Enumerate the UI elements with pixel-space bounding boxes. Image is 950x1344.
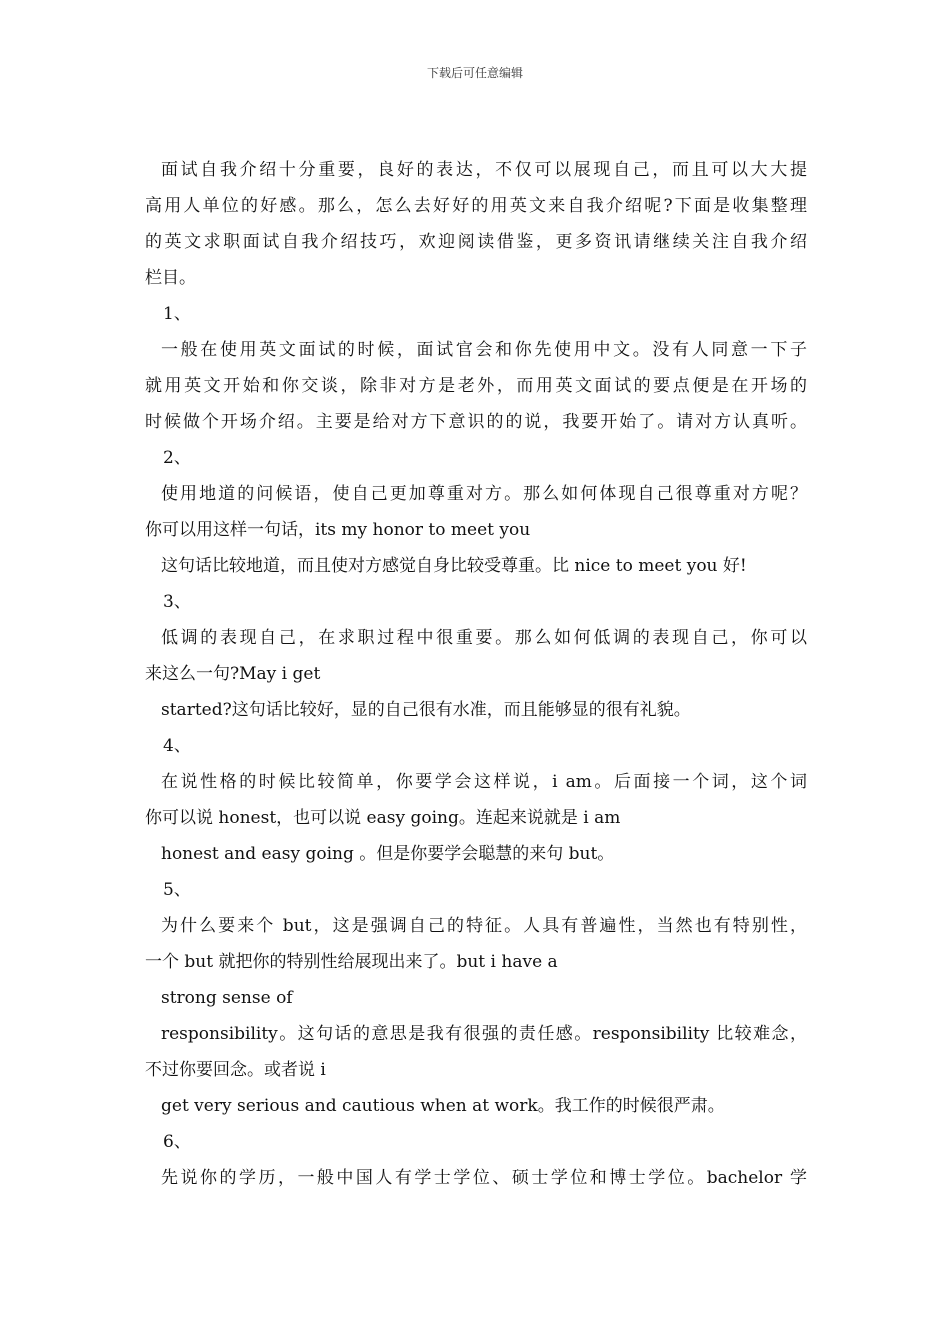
text-line: strong sense of [161,988,293,1008]
section-number: 2、 [163,448,191,468]
text-line: 一般在使用英文面试的时候，面试官会和你先使用中文。没有人同意一下子 [161,340,807,360]
page-header: 下载后可任意编辑 [426,66,523,80]
text-line: 来这么一句?May i get [145,664,321,684]
section-number: 3、 [163,592,191,612]
text-line: started?这句话比较好，显的自己很有水准，而且能够显的很有礼貌。 [161,700,691,720]
text-line: 低调的表现自己，在求职过程中很重要。那么如何低调的表现自己，你可以 [161,628,807,648]
section-number: 4、 [163,736,191,756]
text-line: 一个 but 就把你的特别性给展现出来了。but i have a [145,952,558,972]
section-number: 5、 [163,880,191,900]
text-line: 先说你的学历，一般中国人有学士学位、硕士学位和博士学位。bachelor 学 [161,1168,807,1188]
text-line: 时候做个开场介绍。主要是给对方下意识的的说，我要开始了。请对方认真听。 [145,412,807,432]
text-line: 为什么要来个 but，这是强调自己的特征。人具有普遍性，当然也有特别性， [161,916,807,936]
text-line: 就用英文开始和你交谈，除非对方是老外，而用英文面试的要点便是在开场的 [145,376,807,396]
section-number: 1、 [163,304,191,324]
text-line: 不过你要回念。或者说 i [145,1060,326,1080]
text-line: 在说性格的时候比较简单，你要学会这样说，i am。后面接一个词，这个词 [161,772,807,792]
text-line: honest and easy going 。但是你要学会聪慧的来句 but。 [161,844,615,864]
text-line: 面试自我介绍十分重要，良好的表达，不仅可以展现自己，而且可以大大提 [161,160,807,180]
section-number: 6、 [163,1132,191,1152]
text-line: get very serious and cautious when at work。我工作的时候很严肃。 [161,1096,725,1116]
text-line: 的英文求职面试自我介绍技巧，欢迎阅读借鉴，更多资讯请继续关注自我介绍 [145,232,807,252]
document-body [145,152,807,1196]
text-line: responsibility。这句话的意思是我有很强的责任感。responsibility 比较难念， [161,1024,807,1044]
text-line: 你可以说 honest，也可以说 easy going。连起来说就是 i am [145,808,621,828]
text-line: 使用地道的问候语，使自己更加尊重对方。那么如何体现自己很尊重对方呢？ [161,484,807,504]
text-line: 你可以用这样一句话，its my honor to meet you [145,520,531,540]
text-line: 高用人单位的好感。那么，怎么去好好的用英文来自我介绍呢?下面是收集整理 [145,196,807,216]
text-line: 这句话比较地道，而且使对方感觉自身比较受尊重。比 nice to meet you 好! [161,556,747,576]
text-line: 栏目。 [145,268,196,288]
